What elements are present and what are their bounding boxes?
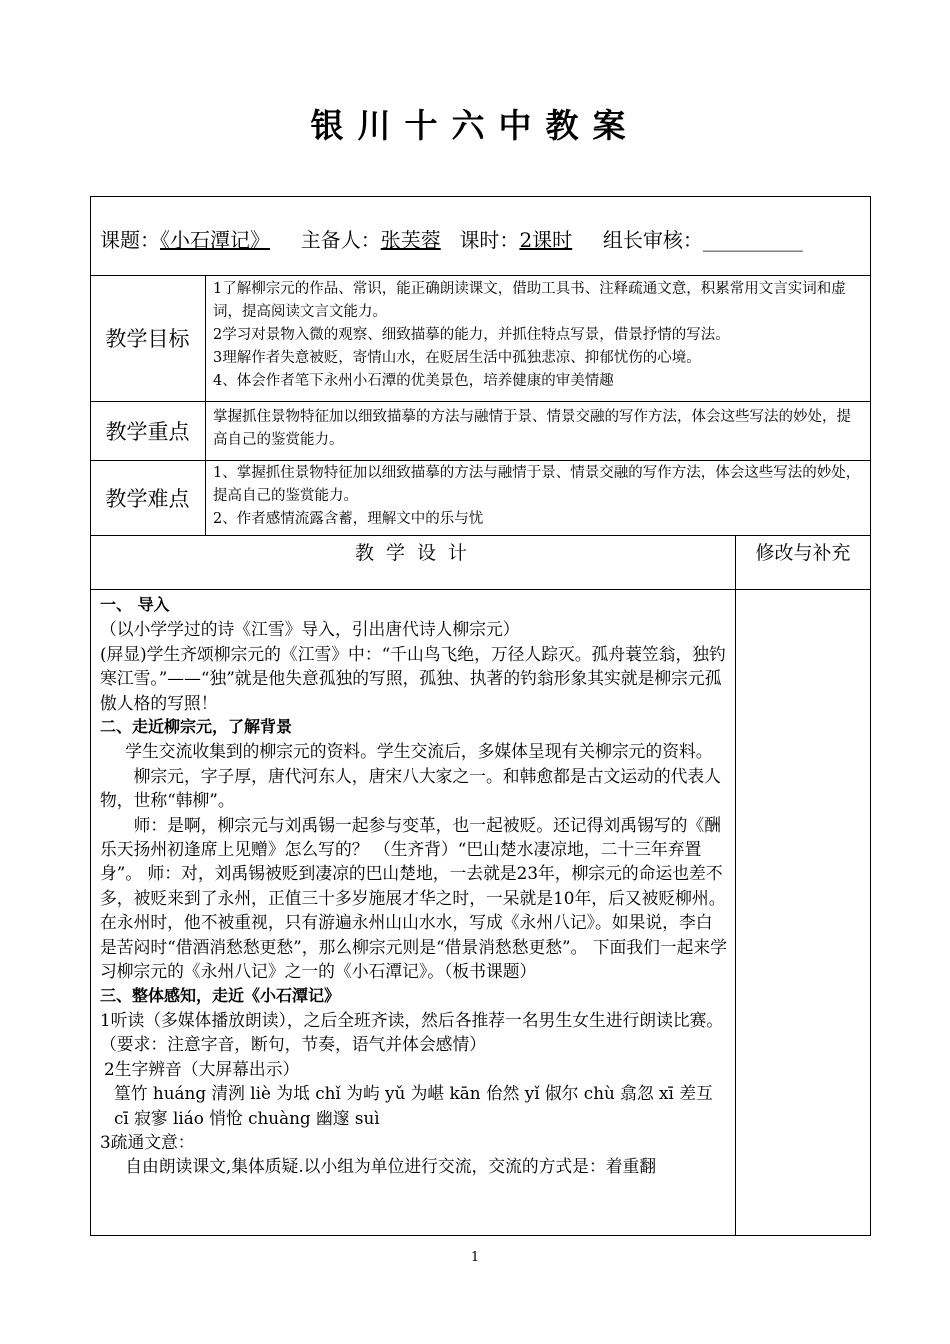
key-points-label: 教学重点 xyxy=(105,419,190,444)
paragraph: 学生交流收集到的柳宗元的资料。学生交流后，多媒体呈现有关柳宗元的资料。 xyxy=(125,741,713,762)
topic-value: 《小石潭记》 xyxy=(160,228,270,252)
review-value: __________ xyxy=(702,228,803,252)
hours-label: 课时： xyxy=(459,228,520,252)
difficulties-text xyxy=(213,462,865,531)
table-divider xyxy=(90,460,871,461)
paragraph: 3疏通文意： xyxy=(100,1131,195,1152)
table-divider xyxy=(90,589,871,590)
table-divider xyxy=(90,535,871,536)
objectives-text xyxy=(213,278,865,393)
objective-item: 1了解柳宗元的作品、常识，能正确朗读课文，借助工具书、注释疏通文意，积累常用文言实词和虚词，提高阅读文言文能力。 xyxy=(213,281,846,320)
lesson-header xyxy=(100,224,860,253)
page-number: 1 xyxy=(470,1250,480,1265)
table-divider xyxy=(735,535,736,1236)
section-title: 一、 导入 xyxy=(100,595,170,614)
paragraph: 1听读（多媒体播放朗读），之后全班齐读，然后各推荐一名男生女生进行朗读比赛。（要求：注意字音，断句，节奏，语气并体会感情） xyxy=(100,1009,724,1055)
difficulty-item: 2、作者感情流露含蓄，理解文中的乐与忧 xyxy=(213,511,484,527)
section-title: 二、走近柳宗元，了解背景 xyxy=(100,717,293,737)
objective-item: 3理解作者失意被贬，寄情山水，在贬居生活中孤独悲凉、抑郁忧伤的心境。 xyxy=(213,350,701,366)
paragraph: 2生字辨音（大屏幕出示） xyxy=(104,1058,300,1079)
revise-header: 修改与补充 xyxy=(755,542,851,564)
paragraph: 柳宗元，字子厚，唐代河东人，唐宋八大家之一。和韩愈都是古文运动的代表人物，世称“韩柳”。 xyxy=(100,765,721,811)
document-title: 银川十六中教案 xyxy=(310,106,640,145)
paragraph: （以小学学过的诗《江雪》导入，引出唐代诗人柳宗元） xyxy=(100,619,520,640)
table-divider xyxy=(90,275,871,276)
paragraph: 师：是啊，柳宗元与刘禹锡一起参与变革，也一起被贬。还记得刘禹锡写的《酬乐天扬州初逢席上见赠》怎么写的？ （生齐背）“巴山楚水凄凉地，二十三年弃置身”。 师：对，刘禹锡被贬到凄凉的巴山楚地，一去就是23年，柳宗元的命运也差不多，被贬来到了永州，正值三十多岁施展才华之时，一呆就是10年，后又被贬柳州。在永州时，他不被重视，只有游遍永州山山水水，写成《永州八记》。如果说，李白是苦闷时“借酒消愁愁更愁”，那么柳宗元则是“借景消愁愁更愁”。 下面我们一起来学习柳宗元的《永州八记》之一的《小石潭记》。（板书课题） xyxy=(100,814,727,982)
objectives-label: 教学目标 xyxy=(105,327,190,351)
hours-value: 2课时 xyxy=(519,228,573,252)
objective-item: 2学习对景物入微的观察、细致描摹的能力，并抓住特点写景，借景抒情的写法。 xyxy=(213,327,730,343)
review-label: 组长审核： xyxy=(602,228,703,252)
section-title: 三、整体感知，走近《小石潭记》 xyxy=(100,985,341,1005)
objective-item: 4、体会作者笔下永州小石潭的优美景色，培养健康的审美情趣 xyxy=(213,373,614,389)
difficulties-label: 教学难点 xyxy=(105,486,190,511)
table-divider xyxy=(90,401,871,402)
paragraph: (屏显)学生齐颂柳宗元的《江雪》中：“千山鸟飞绝，万径人踪灭。孤舟蓑笠翁，独钓寒江雪。”——“独”就是他失意孤独的写照，孤独、执著的钓翁形象其实就是柳宗元孤傲人格的写照！ xyxy=(100,643,726,713)
preparer-label: 主备人： xyxy=(300,228,381,252)
design-content xyxy=(100,593,728,1236)
design-header: 教 学 设 计 xyxy=(354,542,471,564)
pinyin-list: 篁竹 huáng 清洌 liè 为坻 chǐ 为屿 yǔ 为嵁 kān 佁然 yǐ 俶尔 chù 翕忽 xī 差互 cī 寂寥 liáo 悄怆 chuàng 幽邃 suì xyxy=(114,1083,713,1128)
difficulty-item: 1、掌握抓住景物特征加以细致描摹的方法与融情于景、情景交融的写作方法，体会这些写法的妙处，提高自己的鉴赏能力。 xyxy=(213,465,861,504)
preparer-value: 张芙蓉 xyxy=(380,228,441,252)
paragraph: 自由朗读课文,集体质疑.以小组为单位进行交流，交流的方式是：着重翻 xyxy=(125,1156,657,1177)
topic-label: 课题： xyxy=(100,228,160,252)
key-points-text: 掌握抓住景物特征加以细致描摹的方法与融情于景、情景交融的写作方法，体会这些写法的妙处，提高自己的鉴赏能力。 xyxy=(213,409,851,448)
table-divider xyxy=(205,275,206,535)
